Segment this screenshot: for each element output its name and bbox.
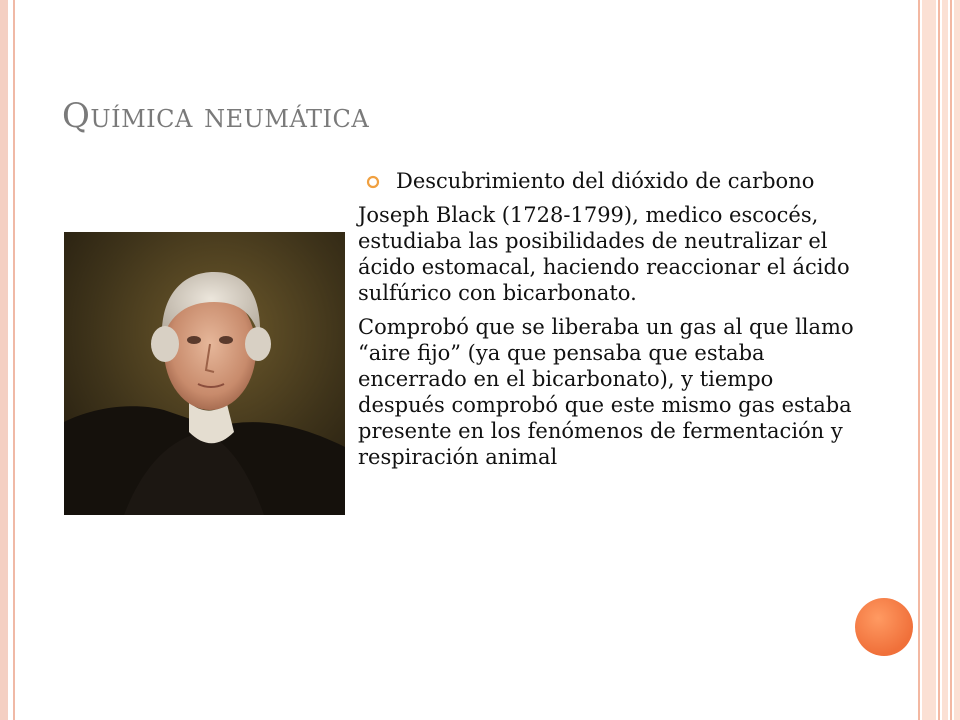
slide-title: Química neumática <box>62 96 370 136</box>
paragraph-black-intro: Joseph Black (1728-1799), medico escocés, estudiaba las posibilidades de neutralizar el ácido estomacal, haciendo reaccionar el ácido sulfúrico con bicarbonato. <box>358 203 850 305</box>
portrait-image <box>64 232 345 515</box>
left-border-band <box>0 0 8 720</box>
orange-circle-decoration <box>855 598 913 656</box>
paragraph-aire-fijo: Comprobó que se liberaba un gas al que llamo “aire fijo” (ya que pensaba que estaba encerrado en el bicarbonato), y tiempo después comprobó que este mismo gas estaba presente en los fenómenos de fermentación y respiración animal <box>358 315 854 469</box>
bullet-ring-icon <box>366 175 380 189</box>
slide-body <box>358 168 858 478</box>
bullet-text: Descubrimiento del dióxido de carbono <box>396 169 815 193</box>
left-border-line <box>13 0 15 720</box>
right-decorative-stripes <box>918 0 960 720</box>
bullet-item <box>358 168 858 194</box>
